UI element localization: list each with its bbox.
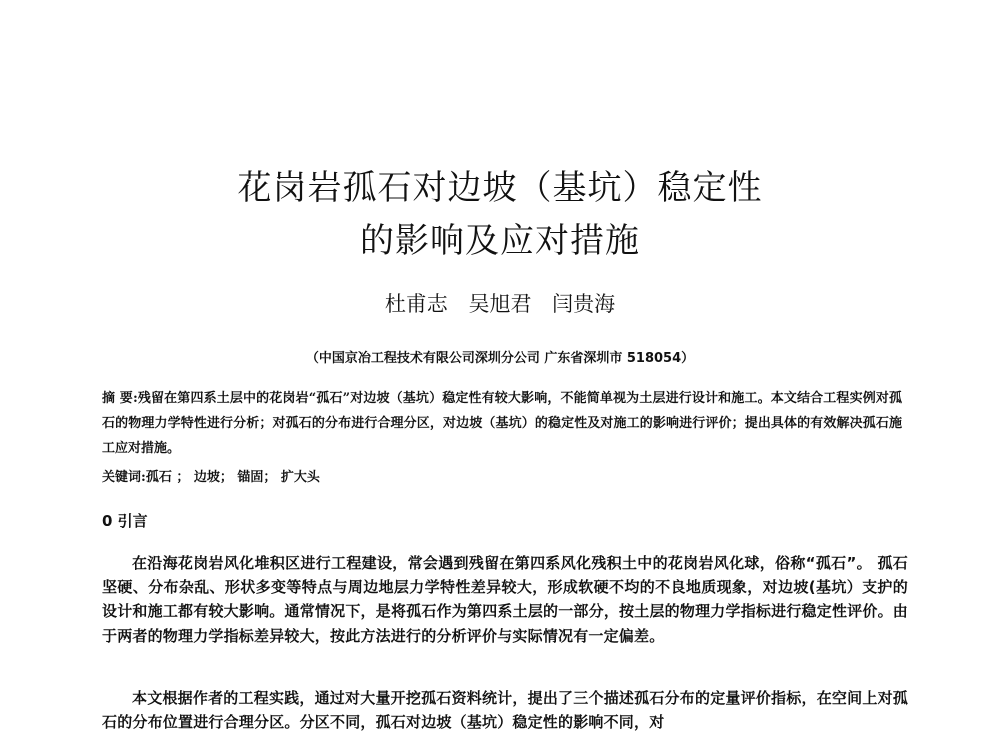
author-list: 杜甫志 吴旭君 闫贵海 (384, 292, 616, 316)
keywords-text: 孤石 ； 边坡； 锚固； 扩大头 (145, 470, 320, 485)
affiliation: （中国京冶工程技术有限公司深圳分公司 广东省深圳市 518054） (305, 351, 695, 366)
body-paragraph-1: 在沿海花岗岩风化堆积区进行工程建设，常会遇到残留在第四系风化残积土中的花岗岩风化球，俗称“孤石”。 孤石坚硬、分布杂乱、形状多变等特点与周边地层力学特性差异较大，形成软硬不均的不良地质现象，对边坡(基坑）支护的设计和施工都有较大影响。通常情况下，是将孤石作为第四系土层的一部分，按土层的物理力学指标进行稳定性评价。由于两者的物理力学指标差异较大，按此方法进行的分析评价与实际情况有一定偏差。 (102, 554, 908, 645)
title-line-1: 花岗岩孤石对边坡（基坑）稳定性 (237, 168, 763, 208)
abstract-text: 残留在第四系土层中的花岗岩“孤石”对边坡（基坑）稳定性有较大影响，不能简单视为土层进行设计和施工。本文结合工程实例对孤石的物理力学特性进行分析；对孤石的分布进行合理分区，对边坡（基坑）的稳定性及对施工的影响进行评价；提出具体的有效解决孤石施工应对措施。 (102, 391, 902, 456)
abstract (102, 386, 902, 461)
title-line-2: 的影响及应对措施 (360, 221, 640, 261)
keywords-label: 关键词: (102, 470, 146, 485)
body-paragraph-2: 本文根据作者的工程实践，通过对大量开挖孤石资料统计，提出了三个描述孤石分布的定量评价指标，在空间上对孤石的分布位置进行合理分区。分区不同，孤石对边坡（基坑）稳定性的影响不同，对 (102, 689, 908, 732)
keywords (102, 466, 902, 485)
section-heading: 0 引言 (102, 512, 148, 530)
abstract-label: 摘 要: (102, 391, 138, 406)
